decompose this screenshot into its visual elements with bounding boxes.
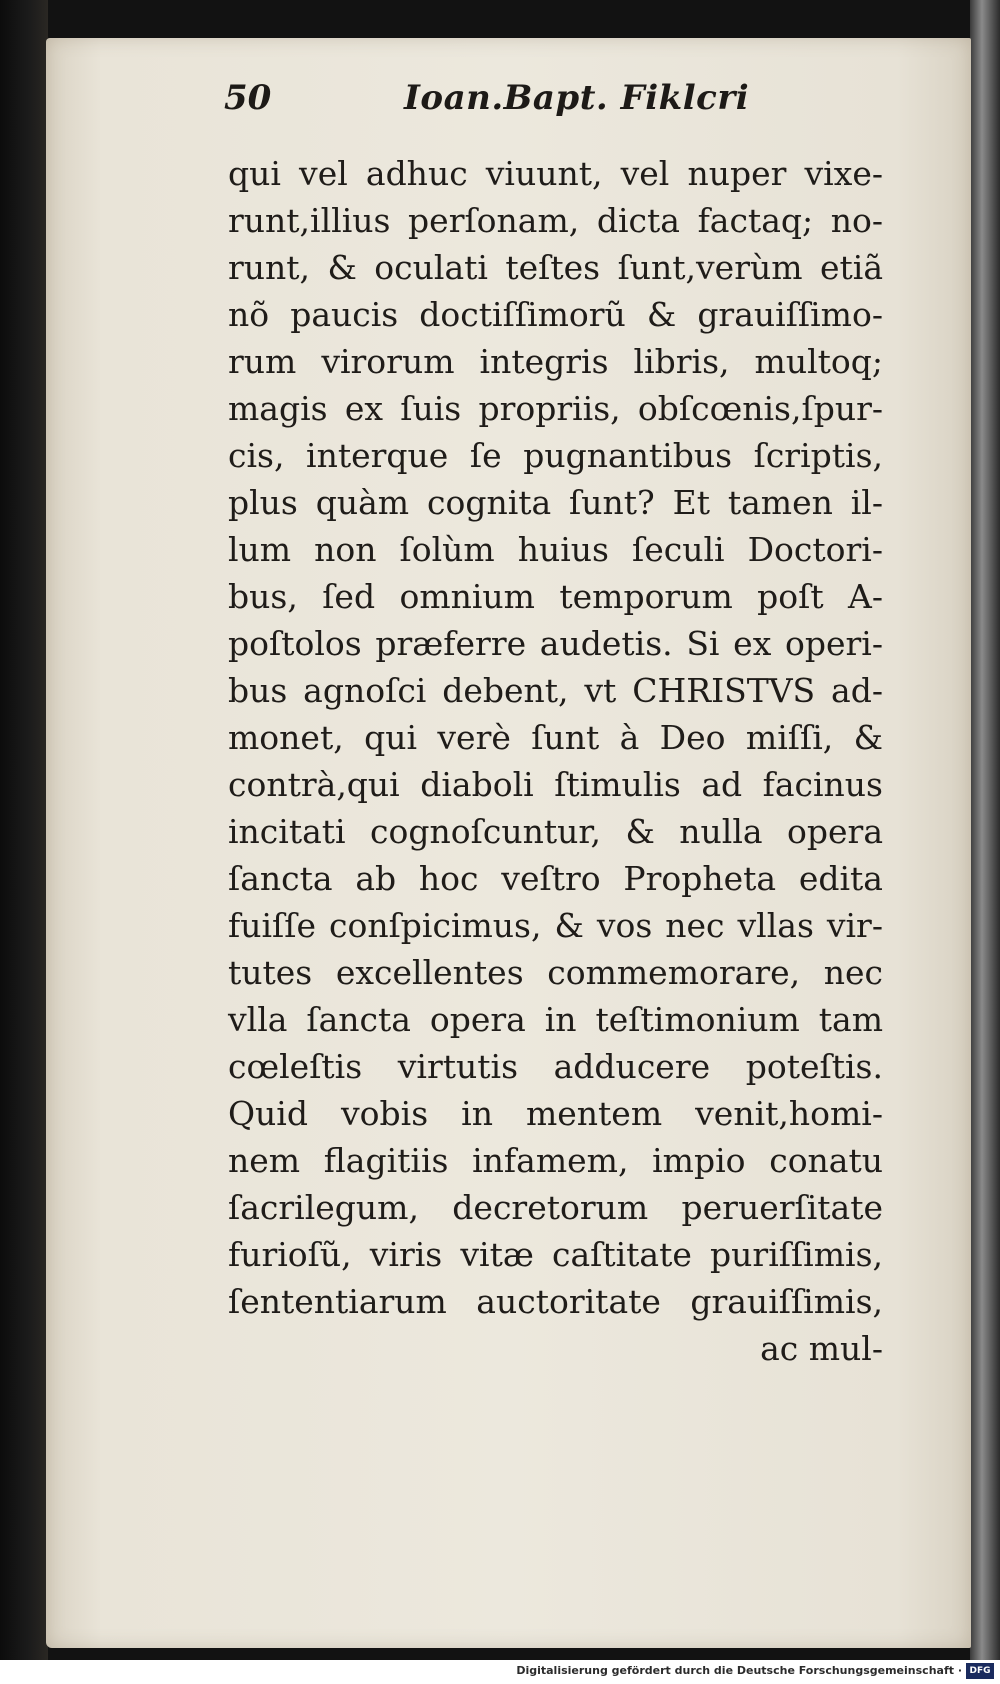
page-header [224, 72, 750, 132]
text-line: ſacrilegum, decretorum peruerſitate [228, 1188, 883, 1227]
text-line: monet, qui verè ſunt à Deo miſſi, & [228, 718, 883, 757]
text-line: plus quàm cognita ſunt? Et tamen il- [228, 483, 883, 522]
text-line: poſtolos præferre audetis. Si ex operi- [228, 624, 883, 663]
catchword: ac mul- [760, 1329, 883, 1368]
text-line: tutes excellentes commemorare, nec [228, 953, 883, 992]
text-line: nem flagitiis infamem, impio conatu [228, 1141, 883, 1180]
text-line: magis ex ſuis propriis, obſcœnis,ſpur- [228, 389, 883, 428]
text-line: runt, & oculati teſtes ſunt,verùm etiã [228, 248, 883, 287]
page-number: 50 [224, 78, 272, 118]
text-line: rum virorum integris libris, multoq; [228, 342, 883, 381]
text-line: cœleſtis virtutis adducere poteſtis. [228, 1047, 883, 1086]
text-line: Quid vobis in mentem venit,homi- [228, 1094, 883, 1133]
text-line: nõ paucis doctiſſimorũ & grauiſſimo- [228, 295, 883, 334]
digitization-footer [0, 1660, 1000, 1684]
text-line: ſancta ab hoc veſtro Propheta edita [228, 859, 883, 898]
text-line: bus, ſed omnium temporum poſt A- [228, 577, 883, 616]
book-edge [970, 0, 1000, 1660]
dfg-logo: DFG [966, 1663, 994, 1679]
text-line: qui vel adhuc viuunt, vel nuper vixe- [228, 154, 883, 193]
text-line: contrà,qui diaboli ſtimulis ad facinus [228, 765, 883, 804]
text-line: incitati cognoſcuntur, & nulla opera [228, 812, 883, 851]
text-line: lum non ſolùm huius ſeculi Doctori- [228, 530, 883, 569]
funding-credit: Digitalisierung gefördert durch die Deutsche Forschungsgemeinschaft · [516, 1664, 962, 1677]
text-line: bus agnoſci debent, vt CHRISTVS ad- [228, 671, 883, 710]
text-line: fuiſſe conſpicimus, & vos nec vllas vir- [228, 906, 883, 945]
spine-shadow [0, 0, 48, 1660]
text-line: ſententiarum auctoritate grauiſſimis, [228, 1282, 883, 1321]
body-text [228, 150, 883, 1372]
text-line: vlla ſancta opera in teſtimonium tam [228, 1000, 883, 1039]
text-line: cis, interque ſe pugnantibus ſcriptis, [228, 436, 883, 475]
running-title: Ioan.Bapt. Fiklcri [404, 78, 750, 118]
text-line: runt,illius perſonam, dicta factaq; no- [228, 201, 883, 240]
text-line: furioſũ, viris vitæ caſtitate puriſſimis, [228, 1235, 883, 1274]
